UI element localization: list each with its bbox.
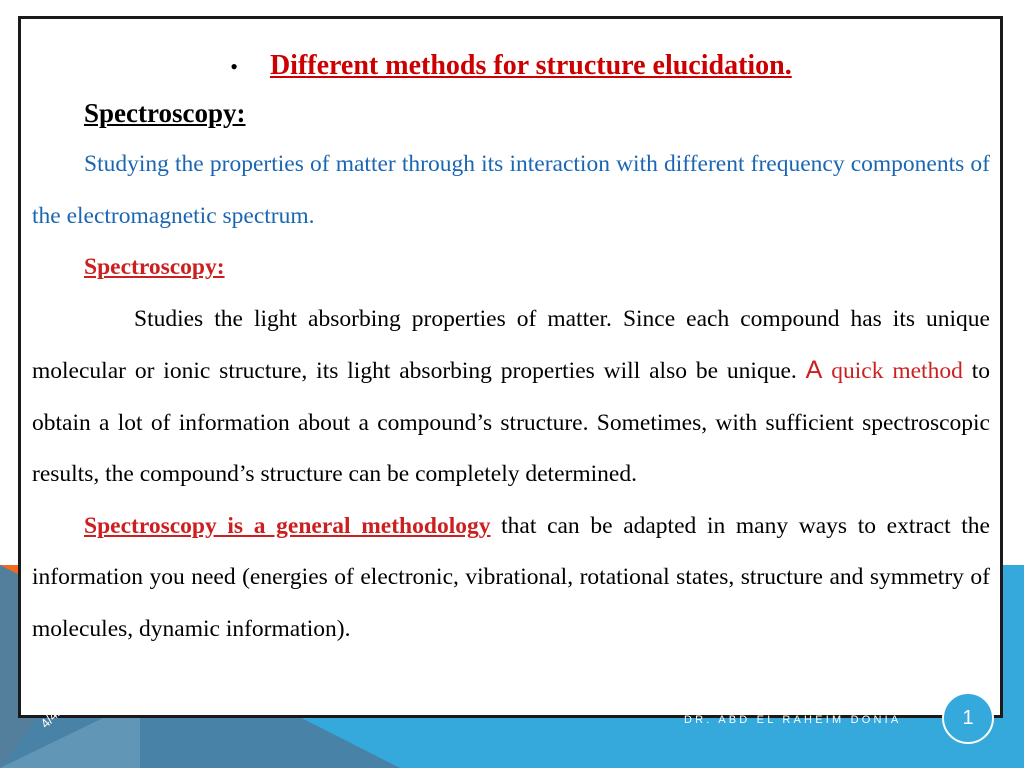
subheading-paragraph [32, 242, 990, 294]
footer-author: DR. ABD EL RAHEIM DONIA [684, 714, 902, 726]
body2-highlight: Spectroscopy is a general methodology [84, 512, 491, 539]
body2-text: that can be adapted in many ways to extract the information you need (energies of electronic, vibrational, rotational states, structure and symmetry of molecules, dynamic information). [32, 512, 990, 642]
definition-paragraph: Studying the properties of matter through its interaction with different frequency components of the electromagnetic spectrum. [32, 151, 990, 229]
subheading: Spectroscopy: [84, 254, 225, 280]
section-title: Spectroscopy: [84, 98, 246, 128]
slide-content-box [18, 16, 1003, 718]
body1-quick-method: quick method [822, 358, 963, 384]
bullet-icon: • [230, 54, 238, 79]
body1-big-a: A [805, 356, 823, 384]
body1-text-b: to obtain a lot of information about a compound’s structure. Sometimes, with sufficient spectroscopic results, the compound’s structure can be completely determined. [32, 358, 990, 487]
slide-date: 4/4/2011 [37, 685, 84, 731]
body-paragraph-1 [32, 294, 990, 501]
body-paragraph-2 [32, 501, 990, 656]
page-number-badge: 1 [942, 692, 994, 744]
body1-text-a: Studies the light absorbing properties of matter. Since each compound has its unique molecular or ionic structure, its light absorbing properties will also be unique. [32, 305, 990, 384]
heading-text: Different methods for structure elucidation. [269, 50, 792, 81]
slide-heading [32, 49, 990, 84]
